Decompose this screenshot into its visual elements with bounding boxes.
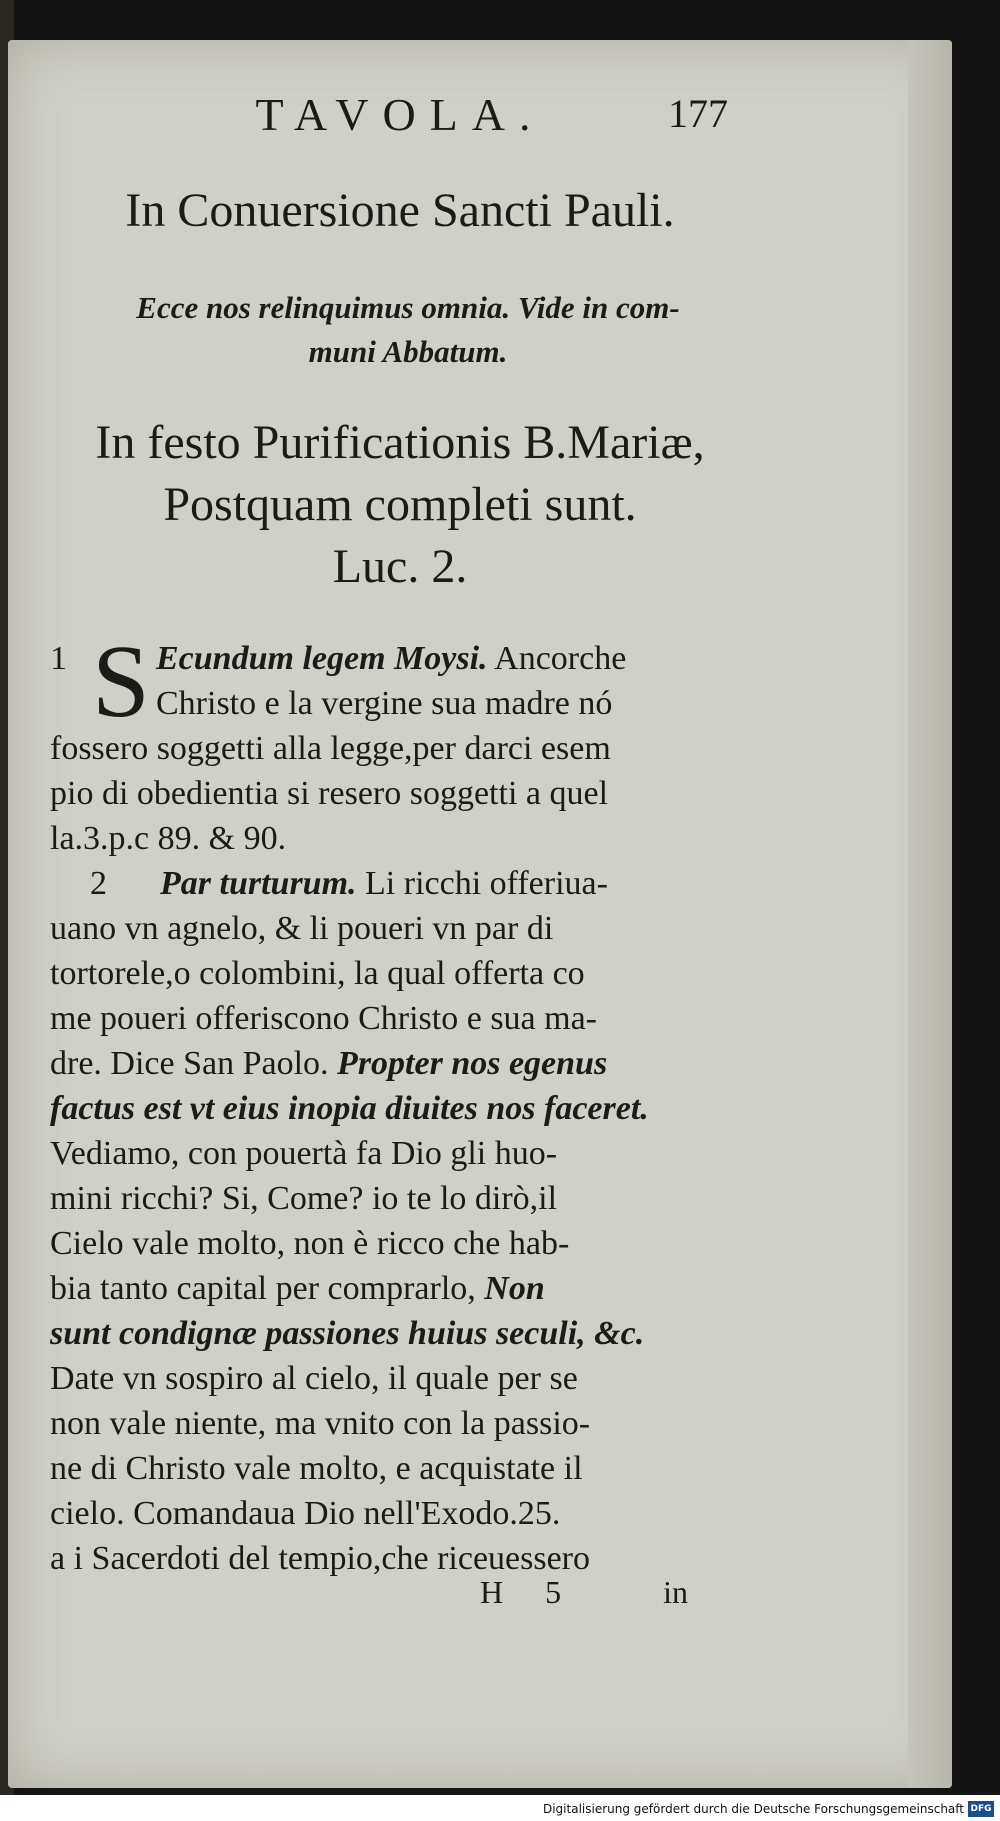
footer-bar <box>0 1795 1000 1821</box>
dfg-logo-icon: DFG <box>968 1801 994 1817</box>
page-edge-shadow <box>908 40 952 1788</box>
text-line: mini ricchi? Si, Come? io te lo dirò,il <box>50 1180 558 1217</box>
text-line: cielo. Comandaua Dio nell'Exodo.25. <box>50 1495 561 1532</box>
quotation-line: sunt condignæ passiones huius seculi, &c. <box>50 1315 645 1352</box>
section-title-purification <box>40 412 760 598</box>
drop-cap: S <box>92 624 150 739</box>
section-title-conversion: In Conuersione Sancti Pauli. <box>125 184 675 237</box>
note-line: Ecce nos relinquimus omnia. Vide in com- <box>136 290 680 325</box>
text-run: Ancorche <box>487 640 627 677</box>
paragraph-number: 1 <box>50 640 67 677</box>
text-line: tortorele,o colombini, la qual offerta co <box>50 955 585 992</box>
quotation: Propter nos egenus <box>328 1045 608 1082</box>
paragraph-1 <box>50 624 760 861</box>
title-line: Luc. 2. <box>332 540 468 593</box>
title-line: Postquam completi sunt. <box>163 478 637 531</box>
text-run: Li ricchi offeriua- <box>356 865 608 902</box>
incipit: Par turturum. <box>160 865 357 902</box>
quotation: Non <box>475 1270 545 1307</box>
page-number: 177 <box>668 91 728 136</box>
paragraph-number: 2 <box>90 865 107 902</box>
text-line: Cielo vale molto, non è ricco che hab- <box>50 1225 570 1262</box>
text-line: Date vn sospiro al cielo, il quale per se <box>50 1360 578 1397</box>
text-line: ne di Christo vale molto, e acquistate il <box>50 1450 583 1487</box>
text-run: dre. Dice San Paolo. <box>50 1045 329 1082</box>
text-line: Christo e la vergine sua madre nó <box>156 685 613 722</box>
note-line: muni Abbatum. <box>308 334 508 369</box>
section-note <box>48 286 768 374</box>
incipit: Ecundum legem Moysi. <box>156 640 488 677</box>
body-text <box>50 624 760 1581</box>
text-line: me poueri offeriscono Christo e sua ma- <box>50 1000 598 1037</box>
text-line: la.3.p.c 89. & 90. <box>50 820 287 857</box>
signature-mark: H 5 <box>480 1574 562 1610</box>
signature-line <box>480 1574 688 1611</box>
text-line: non vale niente, ma vnito con la passio- <box>50 1405 591 1442</box>
funding-notice: Digitalisierung gefördert durch die Deutsche Forschungsgemeinschaft <box>542 1802 964 1816</box>
title-line: In festo Purificationis B.Mariæ, <box>95 416 705 469</box>
quotation-line: factus est vt eius inopia diuites nos faceret. <box>50 1090 649 1127</box>
text-line: pio di obedientia si resero soggetti a quel <box>50 775 609 812</box>
catchword: in <box>663 1574 688 1610</box>
text-line: a i Sacerdoti del tempio,che riceuessero <box>50 1540 590 1577</box>
text-run: bia tanto capital per comprarlo, <box>50 1270 476 1307</box>
text-line: fossero soggetti alla legge,per darci esem <box>50 730 611 767</box>
text-line: Vediamo, con pouertà fa Dio gli huo- <box>50 1135 558 1172</box>
paragraph-2 <box>50 861 760 1581</box>
running-head: TAVOLA. <box>255 89 545 140</box>
text-line: uano vn agnelo, & li poueri vn par di <box>50 910 554 947</box>
